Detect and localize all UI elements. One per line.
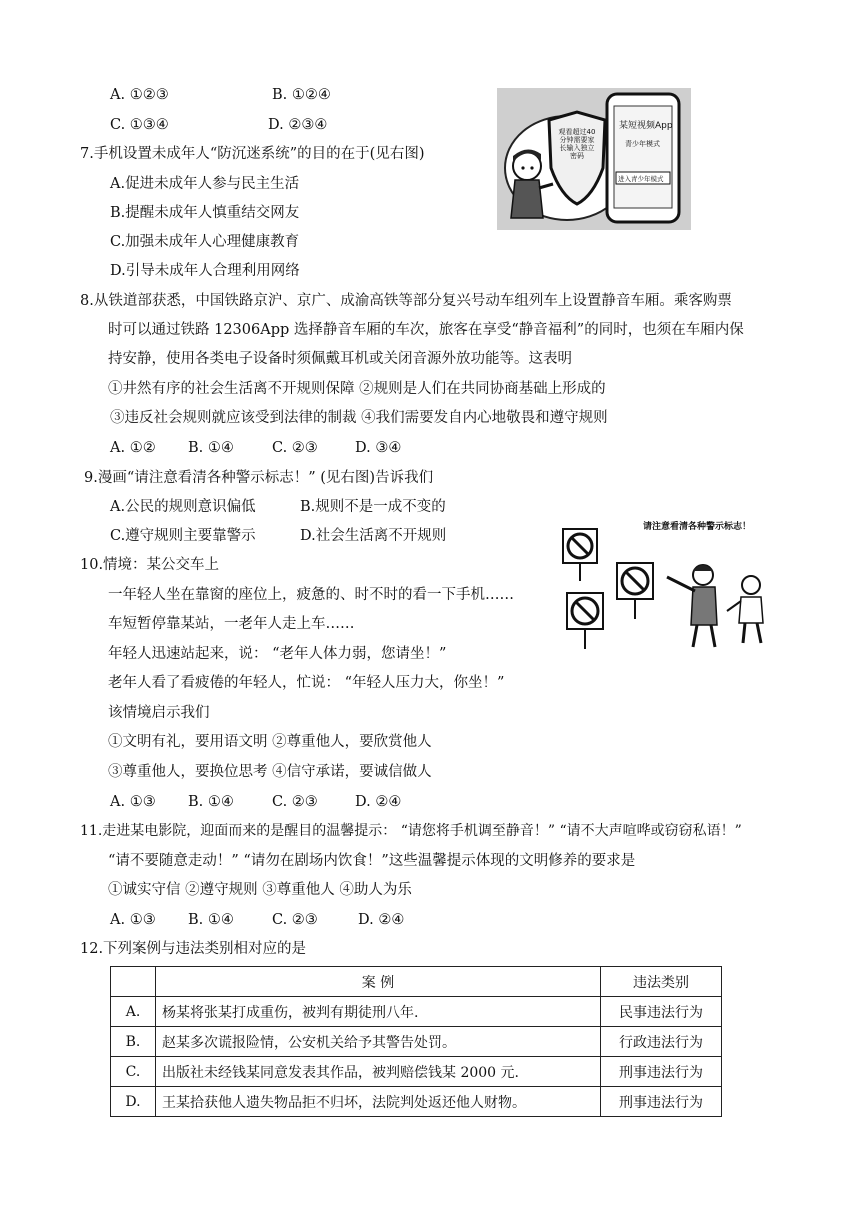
q8-line-1: 8.从铁道部获悉，中国铁路京沪、京广、成渝高铁等部分复兴号动车组列车上设置静音车厢。乘客购票 (80, 293, 732, 309)
q10-stem: 10.情境：某公交车上 (80, 557, 220, 573)
table-header-cell: 违法类别 (601, 967, 722, 997)
q8-statement-1-2: ①井然有序的社会生活离不开规则保障 ②规则是人们在共同协商基础上形成的 (108, 381, 606, 397)
q7-stem: 7.手机设置未成年人“防沉迷系统”的目的在于(见右图) (80, 146, 425, 162)
phone-subtitle: 青少年模式 (625, 140, 660, 148)
q10-scene-2: 车短暂停靠某站，一老年人走上车…… (108, 616, 355, 632)
table-header-cell (111, 967, 156, 997)
q11-option-b: B. ①④ (188, 912, 234, 928)
cartoon-caption: 请注意看清各种警示标志！ (643, 522, 752, 532)
table-row (111, 1087, 722, 1117)
q10-option-b: B. ①④ (188, 794, 234, 810)
q8-option-b: B. ①④ (188, 440, 234, 456)
worker-figure (667, 565, 717, 647)
row-label: B. (111, 1027, 156, 1057)
q9-option-a: A.公民的规则意识偏低 (110, 499, 256, 515)
table-row (111, 1027, 722, 1057)
q7-option-b: B.提醒未成年人慎重结交网友 (110, 205, 300, 221)
q9-stem: 9.漫画“请注意看清各种警示标志！” (见右图)告诉我们 (84, 470, 434, 486)
case-description: 出版社未经钱某同意发表其作品，被判赔偿钱某 2000 元. (156, 1057, 601, 1087)
q11-line-2: “请不要随意走动！” “请勿在剧场内饮食！”这些温馨提示体现的文明修养的要求是 (108, 853, 636, 869)
q12-stem: 12.下列案例与违法类别相对应的是 (80, 941, 307, 957)
q10-option-d: D. ②④ (355, 794, 402, 810)
violation-type: 民事违法行为 (601, 997, 722, 1027)
case-description: 赵某多次谎报险情，公安机关给予其警告处罚。 (156, 1027, 601, 1057)
q6-option-b: B. ①②④ (272, 87, 331, 103)
q9-option-b: B.规则不是一成不变的 (300, 499, 446, 515)
q8-statement-3-4: ③违反社会规则就应该受到法律的制裁 ④我们需要发自内心地敬畏和遵守规则 (110, 410, 608, 426)
table-row (111, 997, 722, 1027)
q8-line-3: 持安静，使用各类电子设备时须佩戴耳机或关闭音源外放功能等。这表明 (108, 351, 572, 367)
q7-option-c: C.加强未成年人心理健康教育 (110, 234, 300, 250)
table-header-cell: 案 例 (156, 967, 601, 997)
q10-statement-1-2: ①文明有礼，要用语文明 ②尊重他人，要欣赏他人 (108, 734, 432, 750)
row-label: C. (111, 1057, 156, 1087)
warning-signs-cartoon (555, 515, 777, 655)
q10-prompt: 该情境启示我们 (108, 705, 210, 721)
anti-addiction-cartoon (497, 88, 691, 230)
q10-scene-3: 年轻人迅速站起来，说： “老年人体力弱，您请坐！” (108, 646, 447, 662)
q10-scene-4: 老年人看了看疲倦的年轻人，忙说： “年轻人压力大，你坐！” (108, 675, 505, 691)
case-description: 王某拾获他人遗失物品拒不归坏，法院判处返还他人财物。 (156, 1087, 601, 1117)
q7-option-d: D.引导未成年人合理利用网络 (110, 263, 300, 279)
no-entry-sign-icon (563, 529, 597, 581)
no-climbing-sign-icon (567, 593, 603, 649)
violation-type: 刑事违法行为 (601, 1087, 722, 1117)
q11-option-a: A. ①③ (110, 912, 156, 928)
violation-type: 行政违法行为 (601, 1027, 722, 1057)
case-table (110, 966, 722, 1117)
phone-title: 某短视频App (619, 121, 673, 131)
q11-option-d: D. ②④ (358, 912, 405, 928)
q6-option-d: D. ②③④ (268, 117, 328, 133)
q7-option-a: A.促进未成年人参与民主生活 (110, 176, 300, 192)
q9-option-d: D.社会生活离不开规则 (300, 528, 447, 544)
q11-line-1: 11.走进某电影院，迎面而来的是醒目的温馨提示： “请您将手机调至静音！” “请不大声喧哗或窃窃私语！” (80, 823, 742, 839)
child-figure (727, 576, 763, 643)
row-label: D. (111, 1087, 156, 1117)
q10-option-a: A. ①③ (110, 794, 156, 810)
q10-option-c: C. ②③ (272, 794, 318, 810)
row-label: A. (111, 997, 156, 1027)
q10-scene-1: 一年轻人坐在靠窗的座位上，疲惫的、时不时的看一下手机…… (108, 587, 514, 603)
no-walking-sign-icon (617, 563, 653, 619)
q9-option-c: C.遵守规则主要靠警示 (110, 528, 256, 544)
q11-statements: ①诚实守信 ②遵守规则 ③尊重他人 ④助人为乐 (108, 882, 412, 898)
q8-option-a: A. ①② (110, 440, 156, 456)
shield-text: 观看超过40分钟需要家长输入独立密码 (558, 128, 596, 160)
case-description: 杨某将张某打成重伤，被判有期徒刑八年. (156, 997, 601, 1027)
q8-option-c: C. ②③ (272, 440, 318, 456)
q6-option-a: A. ①②③ (110, 87, 169, 103)
table-header-row (111, 967, 722, 997)
q10-statement-3-4: ③尊重他人，要换位思考 ④信守承诺，要诚信做人 (108, 764, 432, 780)
phone-button-label: 进入青少年模式 (618, 175, 664, 183)
q11-option-c: C. ②③ (272, 912, 318, 928)
q6-option-c: C. ①③④ (110, 117, 169, 133)
table-row (111, 1057, 722, 1087)
q8-option-d: D. ③④ (355, 440, 402, 456)
violation-type: 刑事违法行为 (601, 1057, 722, 1087)
q8-line-2: 时可以通过铁路 12306App 选择静音车厢的车次，旅客在享受“静音福利”的同时，也须在车厢内保 (108, 322, 744, 338)
